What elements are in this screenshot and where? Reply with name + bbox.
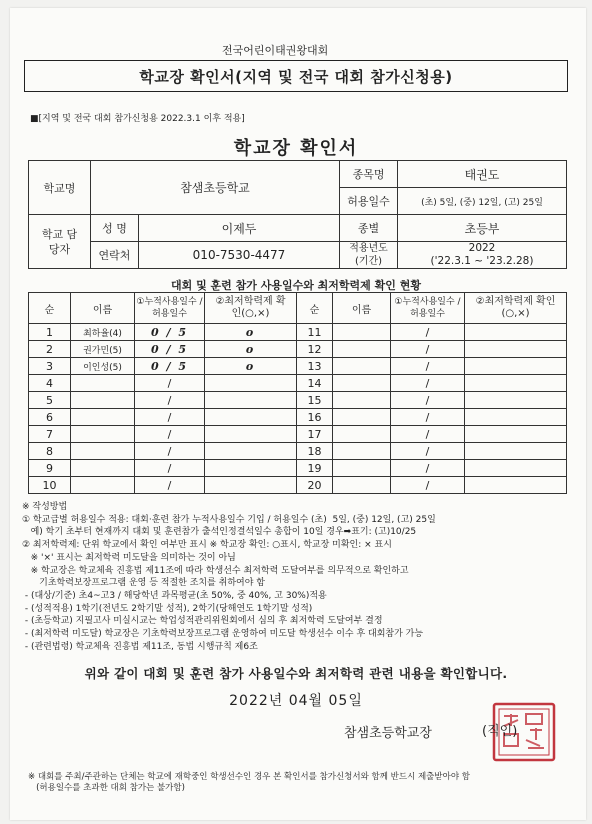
min-grade-check (205, 392, 297, 409)
applied-period-value: ('22.3.1 ~ '23.2.28) (430, 255, 534, 267)
table-row (29, 477, 567, 494)
division-label: 종별 (340, 215, 398, 242)
row-number: 11 (297, 324, 333, 341)
row-number: 9 (29, 460, 71, 477)
min-grade-check (205, 409, 297, 426)
table-row (29, 324, 567, 341)
min-grade-check: o (205, 358, 297, 375)
min-grade-check (465, 477, 567, 494)
table-row (29, 460, 567, 477)
used-days: / (391, 358, 465, 375)
used-days: / (135, 409, 205, 426)
organizer-name: 전국어린이태권왕대회 (222, 44, 329, 57)
used-days: / (135, 392, 205, 409)
contact-value: 010-7530-4477 (139, 242, 340, 269)
used-days: / (391, 426, 465, 443)
athlete-name (333, 426, 391, 443)
athlete-name (333, 443, 391, 460)
min-grade-check (465, 392, 567, 409)
table-row (29, 341, 567, 358)
row-number: 15 (297, 392, 333, 409)
applied-year-value: 2022 (468, 242, 496, 254)
athlete-name (71, 409, 135, 426)
row-number: 8 (29, 443, 71, 460)
athlete-name (71, 375, 135, 392)
status-table (28, 292, 567, 494)
allowed-days-value: (초) 5일, (중) 12일, (고) 25일 (398, 188, 567, 215)
header-no: 순 (29, 293, 71, 324)
row-number: 18 (297, 443, 333, 460)
min-grade-check: o (205, 324, 297, 341)
table-row (29, 426, 567, 443)
used-days: / (391, 460, 465, 477)
athlete-name (71, 460, 135, 477)
school-label: 학교명 (29, 161, 91, 215)
used-days: / (391, 477, 465, 494)
table-row (29, 375, 567, 392)
confirmation-statement: 위와 같이 대회 및 훈련 참가 사용일수와 최저학력 관련 내용을 확인합니다. (84, 666, 508, 681)
table-row (29, 392, 567, 409)
row-number: 7 (29, 426, 71, 443)
row-number: 20 (297, 477, 333, 494)
header-grade: ②최저학력제 확인(○,×) (205, 293, 297, 324)
min-grade-check (465, 443, 567, 460)
applicability-note: ■[지역 및 전국 대회 참가신청용 2022.3.1 이후 적용] (30, 114, 245, 124)
issue-date: 2022년 04월 05일 (229, 693, 363, 709)
header-days: ①누적사용일수 /허용일수 (135, 293, 205, 324)
used-days: / (391, 392, 465, 409)
row-number: 4 (29, 375, 71, 392)
form-title: 학교장 확인서(지역 및 전국 대회 참가신청용) (24, 60, 568, 92)
used-days: / (391, 375, 465, 392)
row-number: 5 (29, 392, 71, 409)
athlete-name: 최하율(4) (71, 324, 135, 341)
contact-label: 연락처 (91, 242, 139, 269)
min-grade-check: o (205, 341, 297, 358)
used-days: / (135, 426, 205, 443)
status-table-title: 대회 및 훈련 참가 사용일수와 최저학력제 확인 현황 (171, 279, 421, 292)
athlete-name (333, 375, 391, 392)
document-title: 학교장 확인서 (233, 138, 359, 159)
athlete-name (71, 426, 135, 443)
used-days: / (135, 375, 205, 392)
manager-label: 학교 담당자 (29, 215, 91, 269)
min-grade-check (205, 426, 297, 443)
min-grade-check (465, 460, 567, 477)
row-number: 16 (297, 409, 333, 426)
row-number: 3 (29, 358, 71, 375)
principal-name: 참샘초등학교장 (344, 726, 432, 741)
header-no: 순 (297, 293, 333, 324)
row-number: 14 (297, 375, 333, 392)
min-grade-check (205, 460, 297, 477)
min-grade-check (205, 477, 297, 494)
athlete-name (333, 358, 391, 375)
school-name: 참샘초등학교 (91, 161, 340, 215)
event-value: 태권도 (398, 161, 567, 188)
used-days: 0 / 5 (135, 358, 205, 375)
name-label: 성 명 (91, 215, 139, 242)
row-number: 6 (29, 409, 71, 426)
header-name: 이름 (71, 293, 135, 324)
min-grade-check (465, 426, 567, 443)
header-name: 이름 (333, 293, 391, 324)
division-value: 초등부 (398, 215, 567, 242)
table-row (29, 443, 567, 460)
min-grade-check (465, 358, 567, 375)
athlete-name (333, 477, 391, 494)
event-label: 종목명 (340, 161, 398, 188)
min-grade-check (465, 324, 567, 341)
athlete-name: 이인성(5) (71, 358, 135, 375)
name-value: 이제두 (139, 215, 340, 242)
header-days: ①누적사용일수 /허용일수 (391, 293, 465, 324)
table-row (29, 409, 567, 426)
athlete-name (71, 443, 135, 460)
table-row (29, 358, 567, 375)
min-grade-check (205, 443, 297, 460)
used-days: 0 / 5 (135, 324, 205, 341)
athlete-name (333, 392, 391, 409)
row-number: 19 (297, 460, 333, 477)
header-grade: ②최저학력제 확인(○,×) (465, 293, 567, 324)
athlete-name (71, 392, 135, 409)
athlete-name (71, 477, 135, 494)
athlete-name: 권가민(5) (71, 341, 135, 358)
row-number: 12 (297, 341, 333, 358)
used-days: / (391, 341, 465, 358)
used-days: / (135, 443, 205, 460)
used-days: / (391, 324, 465, 341)
row-number: 2 (29, 341, 71, 358)
athlete-name (333, 341, 391, 358)
seal-label: (직인) (482, 724, 518, 739)
row-number: 17 (297, 426, 333, 443)
row-number: 10 (29, 477, 71, 494)
writing-instructions: ※ 작성방법 ① 학교급별 허용일수 적용: 대회·훈련 참가 누적사용일수 기입 / 허용일수 (초) 5일, (중) 12일, (고) 25일 예) 학기 초부터 현재까지 대회 및 훈련참가 출석인정결석일수 총합이 10일 경우➡표기: (고)10/25 ② 최저학력제: 단위 학교에서 확인 여부만 표시 ※ 학교장 확인: ○표시, 학교장 미확인: × 표시 ※ '×' 표시는 최저학력 미도달을 의미하는 것이 아님 ※ 학교장은 학교체육 진흥법 제11조에 따라 학생선수 최저학력 도달여부를 의무적으로 확인하고 기초학력보장프로그램 운영 등 적절한 조치를 취하여야 함 - (대상/기준) 초4~고3 / 해당학년 과목평균(초 50%, 중 40%, 고 30%)적용 - (성적적용) 1학기(전년도 2학기말 성적), 2학기(당해연도 1학기말 성적) - (초등학교) 지필고사 미실시교는 학업성적관리위원회에서 심의 후 최저학력 도달여부 결정 - (최저학력 미도달) 학교장은 기초학력보장프로그램 운영하여 미도달 학생선수 이수 후 대회참가 가능 - (관련법령) 학교체육 진흥법 제11조, 동법 시행규칙 제6조 (22, 502, 436, 652)
allowed-days-label: 허용일수 (340, 188, 398, 215)
min-grade-check (465, 375, 567, 392)
applied-year-label: 적용년도 (기간) (340, 242, 398, 269)
used-days: 0 / 5 (135, 341, 205, 358)
used-days: / (135, 477, 205, 494)
used-days: / (391, 409, 465, 426)
min-grade-check (465, 341, 567, 358)
athlete-name (333, 460, 391, 477)
footnote: ※ 대회를 주최/주관하는 단체는 학교에 재학중인 학생선수인 경우 본 확인서를 참가신청서와 함께 반드시 제출받아야 함 (허용일수를 초과한 대회 참가는 불가함) (28, 772, 470, 793)
row-number: 1 (29, 324, 71, 341)
min-grade-check (465, 409, 567, 426)
school-info-table (28, 160, 567, 269)
used-days: / (135, 460, 205, 477)
row-number: 13 (297, 358, 333, 375)
athlete-name (333, 409, 391, 426)
used-days: / (391, 443, 465, 460)
min-grade-check (205, 375, 297, 392)
athlete-name (333, 324, 391, 341)
